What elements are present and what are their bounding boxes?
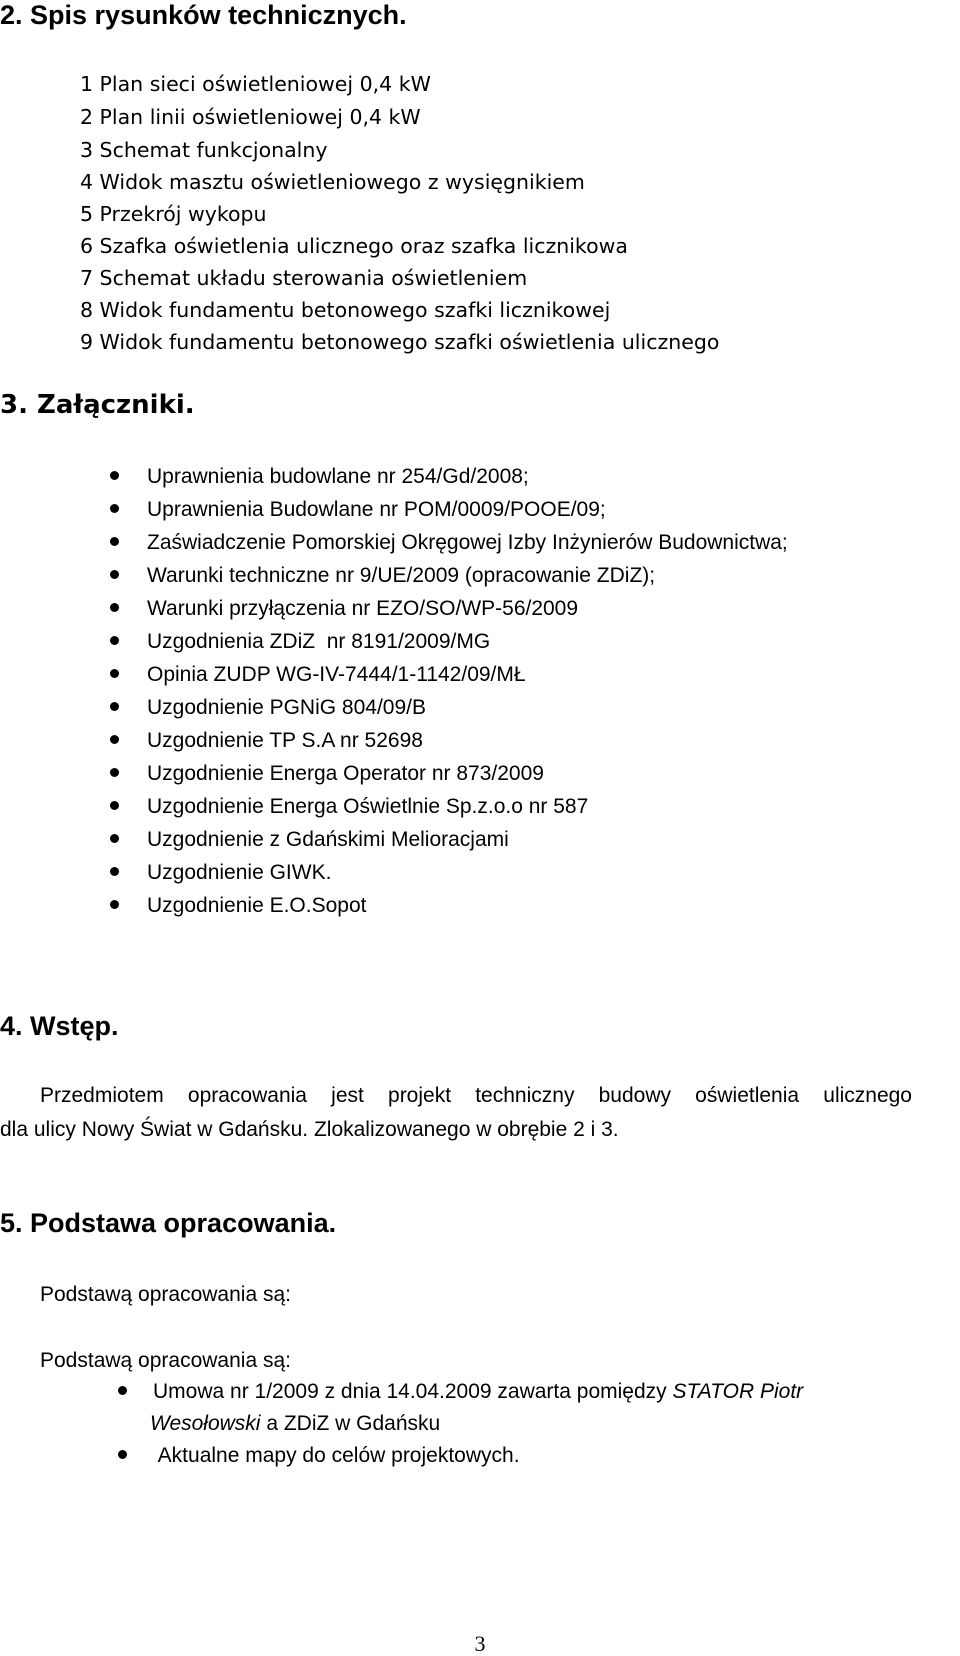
bullet-icon bbox=[110, 504, 119, 513]
list-item: 2 Plan linii oświetleniowej 0,4 kW bbox=[80, 105, 421, 129]
section-heading-intro: 4. Wstęp. bbox=[0, 1011, 119, 1041]
bullet-icon bbox=[110, 636, 119, 645]
list-item-continuation: Wesołowski a ZDiZ w Gdańsku bbox=[150, 1412, 441, 1435]
list-item: Uzgodnienie z Gdańskimi Melioracjami bbox=[110, 829, 509, 850]
bullet-icon bbox=[110, 669, 119, 678]
bullet-icon bbox=[110, 801, 119, 810]
list-item: 3 Schemat funkcjonalny bbox=[80, 138, 328, 162]
page-number: 3 bbox=[474, 1631, 486, 1656]
intro-paragraph-line2: dla ulicy Nowy Świat w Gdańsku. Zlokalizowanego w obrębie 2 i 3. bbox=[0, 1118, 619, 1141]
section-heading-attachments: 3. Załączniki. bbox=[0, 390, 195, 420]
list-item: 4 Widok masztu oświetleniowego z wysięgnikiem bbox=[80, 170, 585, 194]
list-item: Uzgodnienie TP S.A nr 52698 bbox=[110, 730, 423, 751]
bullet-icon bbox=[110, 867, 119, 876]
bullet-icon bbox=[118, 1386, 127, 1395]
bullet-icon bbox=[110, 570, 119, 579]
basis-intro-1: Podstawą opracowania są: bbox=[40, 1283, 291, 1306]
list-item: 8 Widok fundamentu betonowego szafki licznikowej bbox=[80, 298, 611, 322]
list-item: Umowa nr 1/2009 z dnia 14.04.2009 zawarta pomiędzy STATOR Piotr bbox=[118, 1381, 803, 1402]
bullet-icon bbox=[110, 735, 119, 744]
bullet-icon bbox=[110, 768, 119, 777]
list-item: 5 Przekrój wykopu bbox=[80, 202, 267, 226]
list-item: Uprawnienia Budowlane nr POM/0009/POOE/09; bbox=[110, 499, 606, 520]
section-heading-basis: 5. Podstawa opracowania. bbox=[0, 1208, 337, 1238]
list-item: Uzgodnienie Energa Oświetlnie Sp.z.o.o nr 587 bbox=[110, 796, 588, 817]
bullet-icon bbox=[110, 603, 119, 612]
bullet-icon bbox=[110, 900, 119, 909]
list-item: Uprawnienia budowlane nr 254/Gd/2008; bbox=[110, 466, 529, 487]
basis-intro-2: Podstawą opracowania są: bbox=[40, 1349, 291, 1372]
list-item: 6 Szafka oświetlenia ulicznego oraz szafka licznikowa bbox=[80, 234, 628, 258]
list-item: 1 Plan sieci oświetleniowej 0,4 kW bbox=[80, 72, 431, 96]
list-item: Uzgodnienie PGNiG 804/09/B bbox=[110, 697, 426, 718]
bullet-icon bbox=[118, 1450, 127, 1459]
list-item: Opinia ZUDP WG-IV-7444/1-1142/09/MŁ bbox=[110, 664, 526, 685]
list-item: Uzgodnienia ZDiZ nr 8191/2009/MG bbox=[110, 631, 490, 652]
bullet-icon bbox=[110, 471, 119, 480]
list-item: Uzgodnienie GIWK. bbox=[110, 862, 331, 883]
list-item: Uzgodnienie Energa Operator nr 873/2009 bbox=[110, 763, 544, 784]
bullet-icon bbox=[110, 537, 119, 546]
bullet-icon bbox=[110, 834, 119, 843]
list-item: 7 Schemat układu sterowania oświetleniem bbox=[80, 266, 528, 290]
bullet-icon bbox=[110, 702, 119, 711]
intro-paragraph-line1: Przedmiotem opracowania jest projekt techniczny budowy oświetlenia ulicznego bbox=[40, 1084, 912, 1107]
list-item: 9 Widok fundamentu betonowego szafki oświetlenia ulicznego bbox=[80, 330, 720, 354]
list-item: Warunki przyłączenia nr EZO/SO/WP-56/2009 bbox=[110, 598, 578, 619]
section-heading-drawings: 2. Spis rysunków technicznych. bbox=[0, 0, 407, 30]
list-item: Warunki techniczne nr 9/UE/2009 (opracowanie ZDiZ); bbox=[110, 565, 655, 586]
list-item: Uzgodnienie E.O.Sopot bbox=[110, 895, 366, 916]
list-item: Zaświadczenie Pomorskiej Okręgowej Izby Inżynierów Budownictwa; bbox=[110, 532, 788, 553]
list-item: Aktualne mapy do celów projektowych. bbox=[118, 1445, 520, 1466]
